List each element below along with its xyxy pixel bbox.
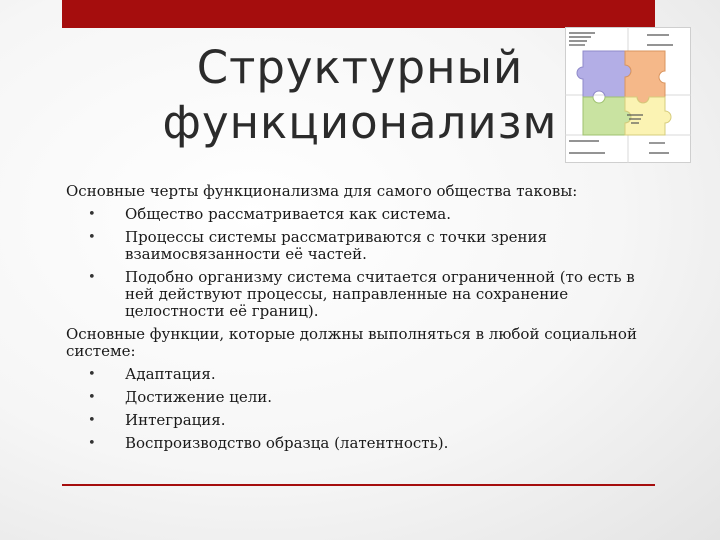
list-item: • Воспроизводство образца (латентность). [66, 435, 646, 452]
list-item: • Интеграция. [66, 412, 646, 429]
slide-title [120, 40, 600, 150]
list-item: • Адаптация. [66, 366, 646, 383]
intro-text-2: Основные функции, которые должны выполняться в любой социальной системе: [66, 325, 637, 360]
bullet-list-2 [66, 366, 646, 452]
slide-body [66, 183, 646, 458]
list-item: • Процессы системы рассматриваются с точки зрения взаимосвязанности её частей. [66, 229, 646, 263]
slide-title-line-1: Структурный [196, 41, 524, 94]
slide-title-line-2: функционализм [162, 96, 558, 149]
bottom-accent-rule [62, 484, 655, 486]
intro-text-1: Основные черты функционализма для самого общества таковы: [66, 182, 578, 200]
list-item: • Общество рассматривается как система. [66, 206, 646, 223]
list-item: • Достижение цели. [66, 389, 646, 406]
agil-puzzle-diagram-icon [565, 27, 691, 163]
top-accent-bar [62, 0, 655, 28]
bullet-list-1 [66, 206, 646, 320]
list-item: • Подобно организму система считается ограниченной (то есть в ней действуют процессы, направленные на сохранение целостности её границ). [66, 269, 646, 320]
